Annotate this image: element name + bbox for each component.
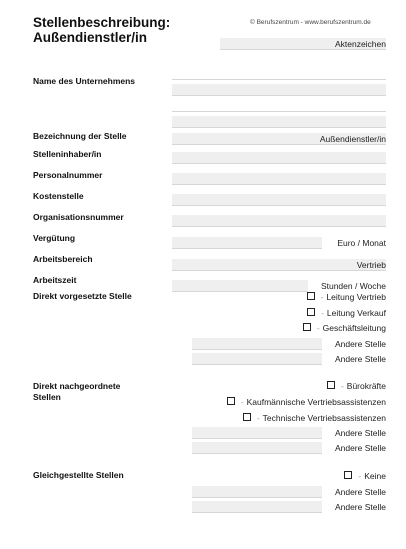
dash-separator: - xyxy=(321,308,324,318)
position-holder-field[interactable] xyxy=(172,152,386,164)
subordinates-option-1-label: Bürokräfte xyxy=(346,381,386,391)
subordinates-option-3[interactable] xyxy=(243,412,386,424)
working-hours-field[interactable] xyxy=(172,280,308,292)
peers-option-1-label: Keine xyxy=(364,471,386,481)
salary-unit: Euro / Monat xyxy=(337,238,386,248)
title-line-2: Außendienstler/in xyxy=(33,30,148,45)
page-title xyxy=(33,15,170,45)
subordinates-option-2[interactable] xyxy=(227,396,386,408)
cost-center-label: Kostenstelle xyxy=(33,191,84,201)
personnel-number-field[interactable] xyxy=(172,173,386,185)
subordinates-other-label-2: Andere Stelle xyxy=(334,443,386,453)
checkbox-icon[interactable] xyxy=(307,308,315,316)
dash-separator: - xyxy=(256,413,260,423)
company-name-line-4[interactable] xyxy=(172,116,386,128)
supervisor-label: Direkt vorgesetzte Stelle xyxy=(33,291,132,301)
peers-other-field-2[interactable] xyxy=(192,501,322,513)
company-name-line-1[interactable] xyxy=(172,68,386,80)
supervisor-other-field-2[interactable] xyxy=(192,353,322,365)
work-area-field[interactable] xyxy=(172,259,386,271)
subordinates-label-line-2: Stellen xyxy=(33,392,61,402)
company-name-line-3[interactable] xyxy=(172,100,386,112)
checkbox-icon[interactable] xyxy=(344,471,352,479)
checkbox-icon[interactable] xyxy=(327,381,335,389)
salary-field[interactable] xyxy=(172,237,322,249)
subordinates-option-3-label: Technische Vertriebsassistenzen xyxy=(262,413,386,423)
dash-separator: - xyxy=(358,471,362,481)
supervisor-other-field-1[interactable] xyxy=(192,338,322,350)
supervisor-option-2[interactable] xyxy=(307,307,386,319)
checkbox-icon[interactable] xyxy=(303,323,311,331)
subordinates-label-line-1: Direkt nachgeordnete xyxy=(33,381,121,391)
subordinates-option-2-label: Kaufmännische Vertriebsassistenzen xyxy=(246,397,386,407)
file-number-label: Aktenzeichen xyxy=(334,39,386,49)
company-name-label: Name des Unternehmens xyxy=(33,76,136,86)
working-hours-label: Arbeitszeit xyxy=(33,275,77,285)
org-number-label: Organisationsnummer xyxy=(33,212,124,222)
position-holder-label: Stelleninhaber/in xyxy=(33,149,102,159)
subordinates-label xyxy=(33,381,120,403)
company-name-line-2[interactable] xyxy=(172,84,386,96)
personnel-number-label: Personalnummer xyxy=(33,170,103,180)
position-title-label: Bezeichnung der Stelle xyxy=(33,131,127,141)
subordinates-other-field-2[interactable] xyxy=(192,442,322,454)
peers-other-label-1: Andere Stelle xyxy=(334,487,386,497)
cost-center-field[interactable] xyxy=(172,194,386,206)
dash-separator: - xyxy=(340,381,344,391)
checkbox-icon[interactable] xyxy=(227,397,235,405)
supervisor-option-3-label: Geschäftsleitung xyxy=(322,323,386,333)
supervisor-other-label-1: Andere Stelle xyxy=(334,339,386,349)
subordinates-other-label-1: Andere Stelle xyxy=(334,428,386,438)
salary-label: Vergütung xyxy=(33,233,76,243)
supervisor-other-label-2: Andere Stelle xyxy=(334,354,386,364)
dash-separator: - xyxy=(240,397,244,407)
work-area-label: Arbeitsbereich xyxy=(33,254,93,264)
position-title-value: Außendienstler/in xyxy=(319,134,386,144)
supervisor-option-2-label: Leitung Verkauf xyxy=(326,308,386,318)
peers-label: Gleichgestellte Stellen xyxy=(33,470,124,480)
peers-option-1[interactable] xyxy=(344,470,386,482)
working-hours-unit: Stunden / Woche xyxy=(320,281,386,291)
peers-other-label-2: Andere Stelle xyxy=(334,502,386,512)
org-number-field[interactable] xyxy=(172,215,386,227)
dash-separator: - xyxy=(316,323,320,333)
checkbox-icon[interactable] xyxy=(307,292,315,300)
supervisor-option-1-label: Leitung Vertrieb xyxy=(326,292,386,302)
supervisor-option-1[interactable] xyxy=(307,291,386,303)
subordinates-option-1[interactable] xyxy=(327,380,386,392)
supervisor-option-3[interactable] xyxy=(303,322,386,334)
title-line-1: Stellenbeschreibung: xyxy=(33,15,171,30)
subordinates-other-field-1[interactable] xyxy=(192,427,322,439)
checkbox-icon[interactable] xyxy=(243,413,251,421)
copyright-notice: © Berufszentrum - www.berufszentrum.de xyxy=(250,19,371,26)
work-area-value: Vertrieb xyxy=(356,260,386,270)
peers-other-field-1[interactable] xyxy=(192,486,322,498)
dash-separator: - xyxy=(320,292,324,302)
